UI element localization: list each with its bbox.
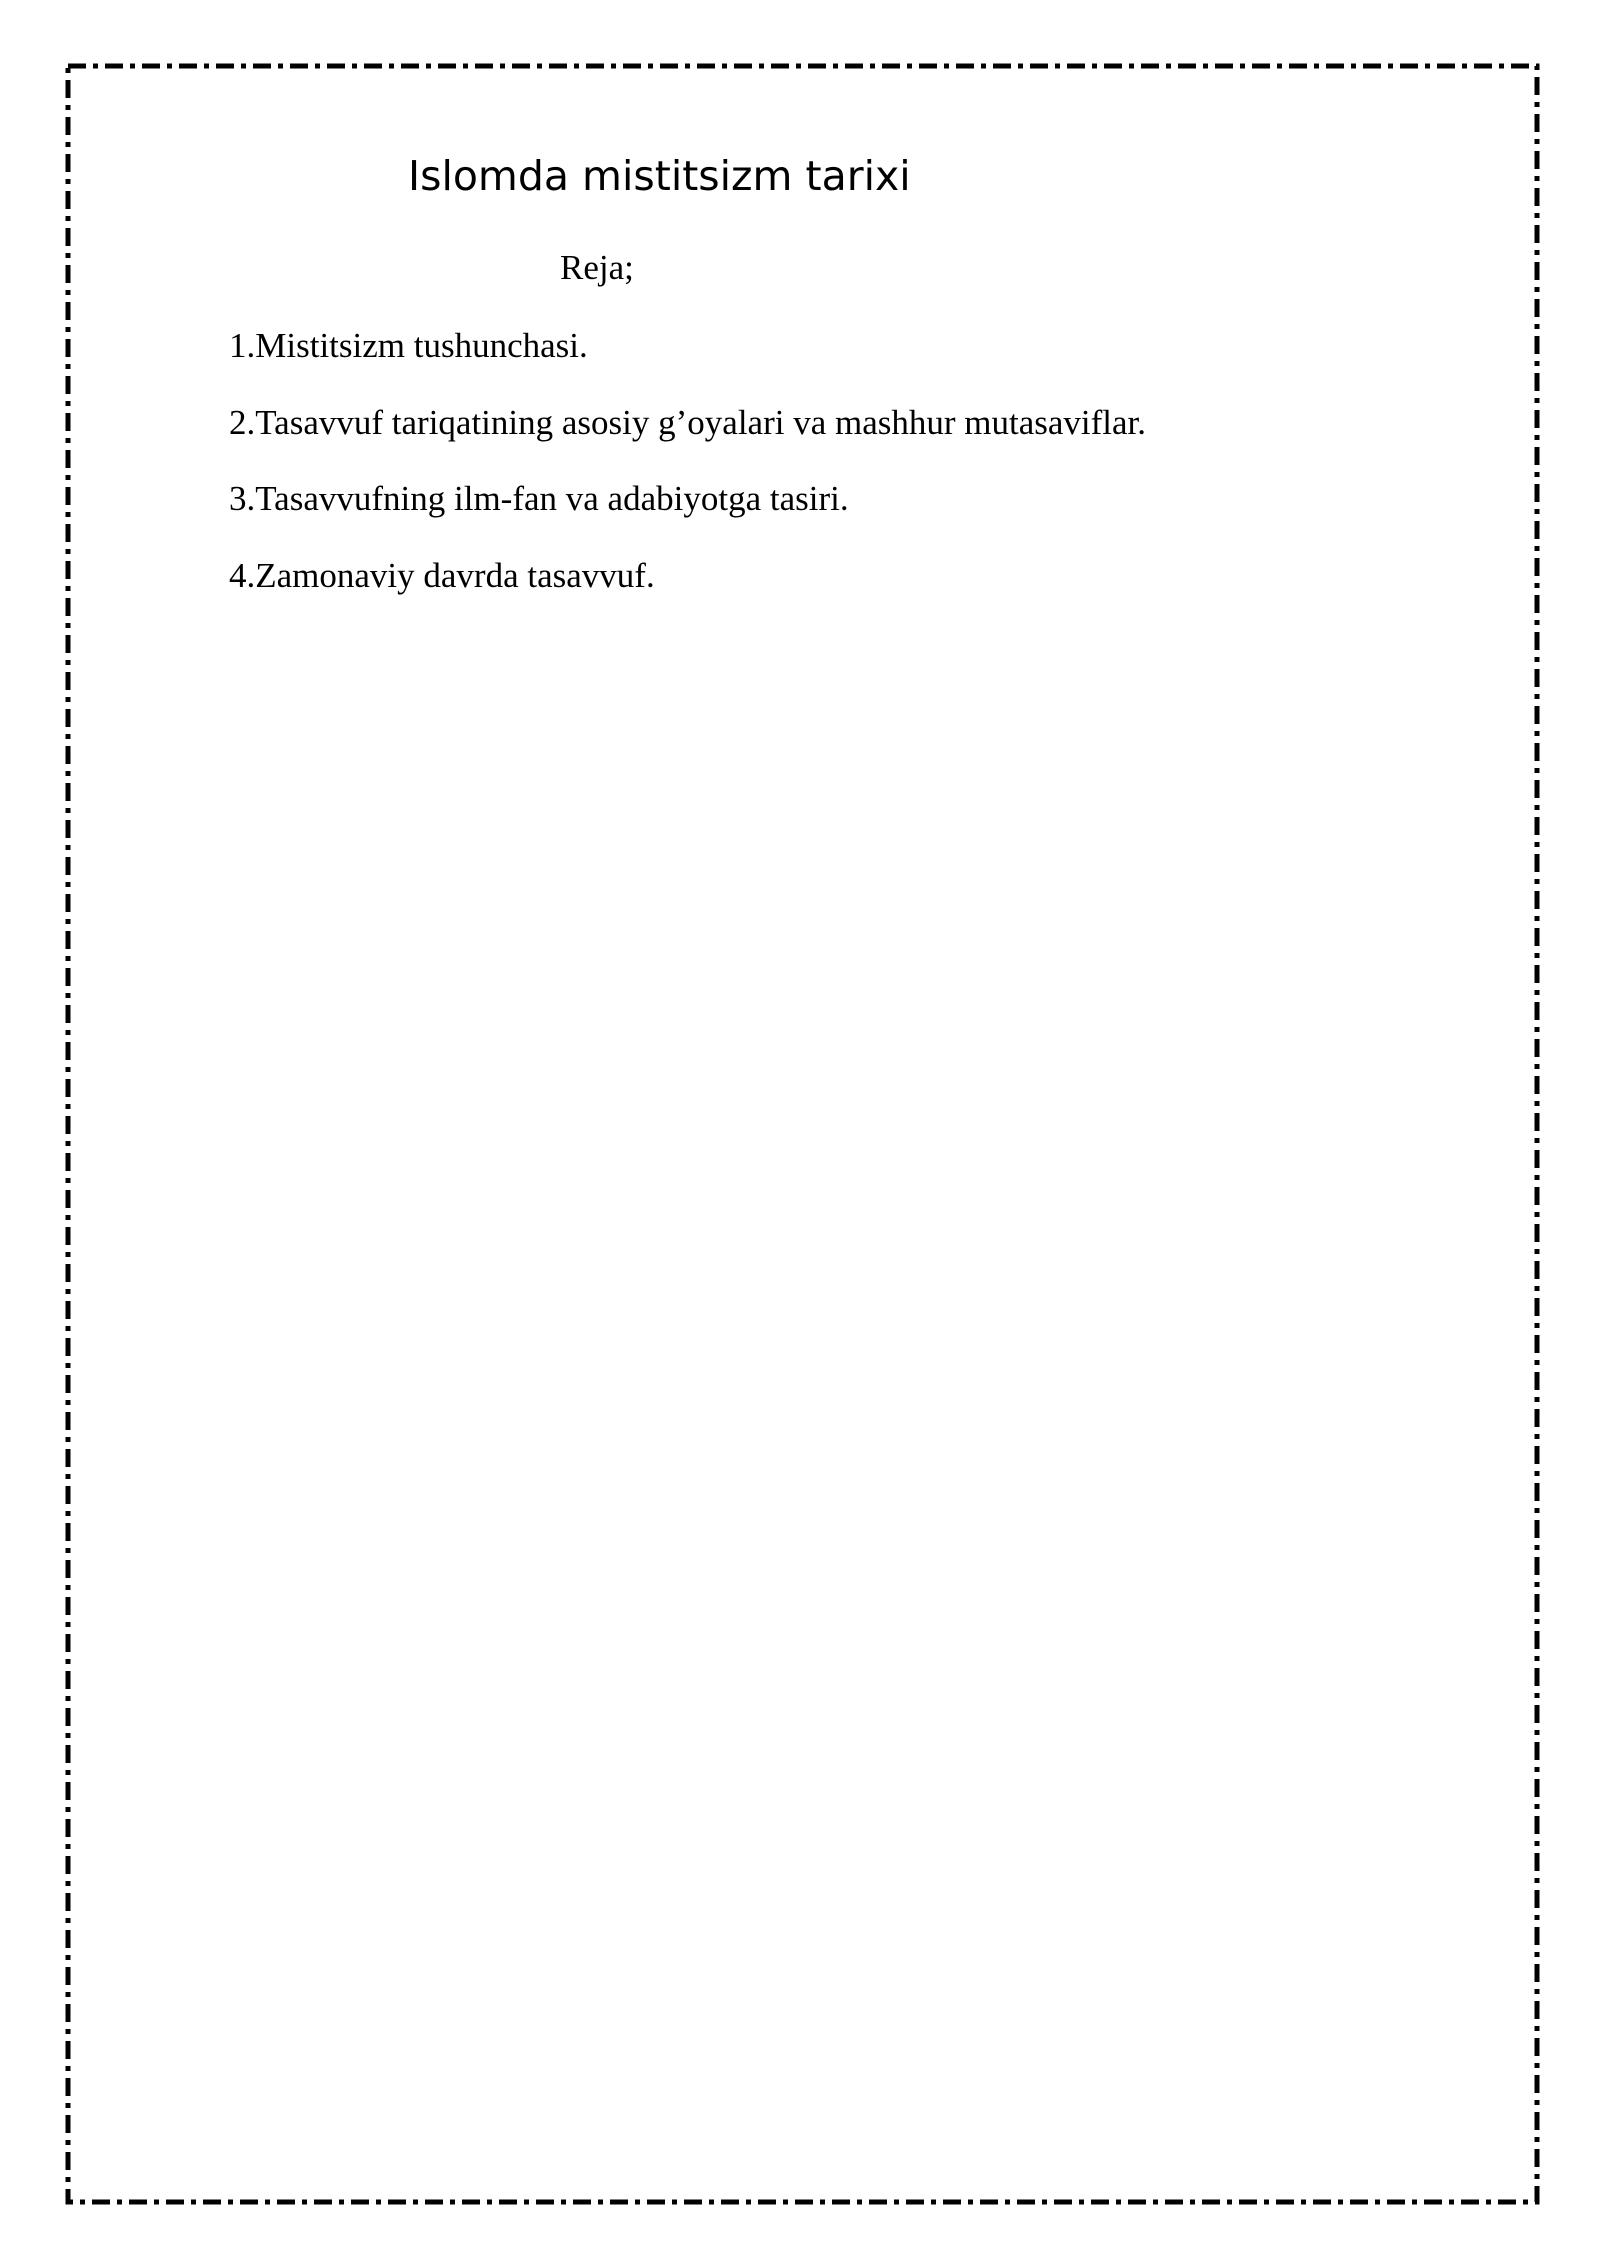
plan-heading: Reja; xyxy=(560,248,634,287)
document-title: Islomda mistitsizm tarixi xyxy=(408,152,911,200)
plan-list xyxy=(229,325,1146,631)
plan-item: 1.Mistitsizm tushunchasi. xyxy=(229,326,588,365)
plan-item: 4.Zamonaviy davrda tasavvuf. xyxy=(229,555,655,595)
plan-item: 3.Tasavvufning ilm-fan va adabiyotga tasiri. xyxy=(229,479,849,518)
plan-item: 2.Tasavvuf tariqatining asosiy g’oyalari va mashhur mutasaviflar. xyxy=(229,402,1147,442)
